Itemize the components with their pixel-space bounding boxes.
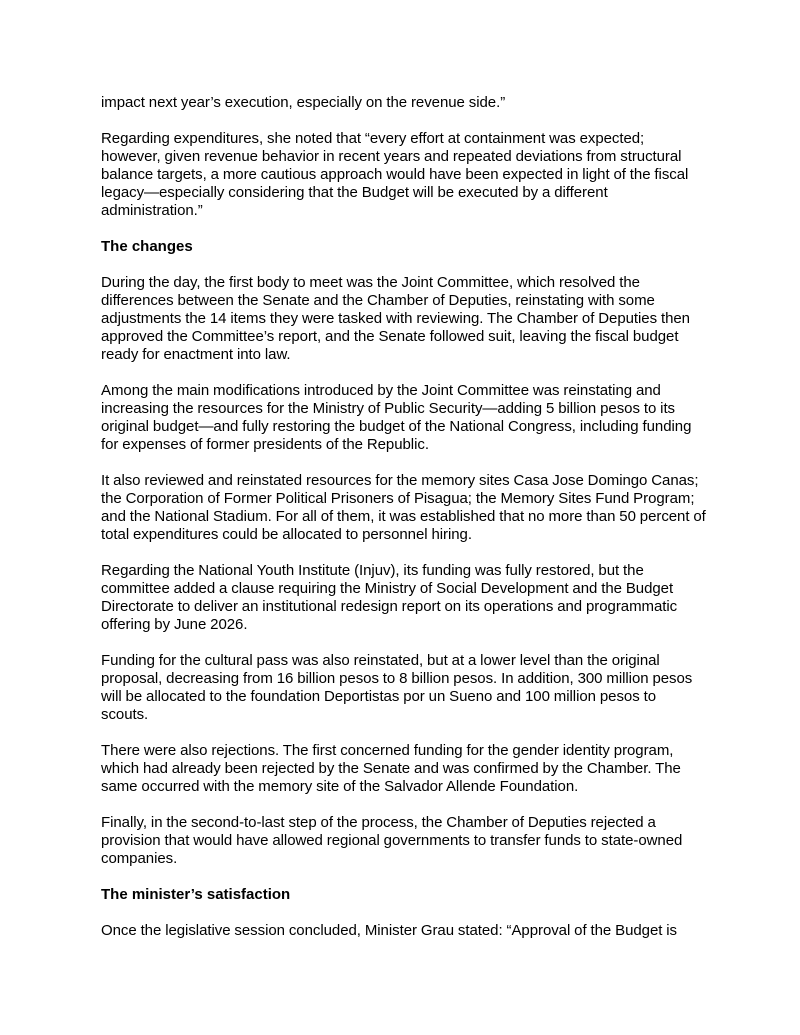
paragraph-cultural-pass: Funding for the cultural pass was also reinstated, but at a lower level than the original proposal, decreasing from 16 billion pesos to 8 billion pesos. In addition, 300 million pesos will be allocated to the foundation Deportistas por un Sueno and 100 million pesos to scouts. <box>101 652 693 723</box>
paragraph-memory-sites: It also reviewed and reinstated resources for the memory sites Casa Jose Domingo Canas; the Corporation of Former Political Prisoners of Pisagua; the Memory Sites Fund Program; and the National Stadium. For all of them, it was established that no more than 50 percent of total expenditures could be allocated to personnel hiring. <box>101 472 706 543</box>
heading-the-changes: The changes <box>101 238 193 255</box>
document-page <box>101 94 706 940</box>
paragraph-injuv: Regarding the National Youth Institute (Injuv), its funding was fully restored, but the committee added a clause requiring the Ministry of Social Development and the Budget Directorate to deliver an institutional redesign report on its operations and programmatic offering by June 2026. <box>101 562 678 633</box>
heading-ministers-satisfaction: The minister’s satisfaction <box>101 886 291 903</box>
paragraph-rejections: There were also rejections. The first concerned funding for the gender identity program, which had already been rejected by the Senate and was confirmed by the Chamber. The same occurred with the memory site of the Salvador Allende Foundation. <box>101 742 681 795</box>
paragraph-state-owned-companies: Finally, in the second-to-last step of the process, the Chamber of Deputies rejected a provision that would have allowed regional governments to transfer funds to state-owned companies. <box>101 814 683 867</box>
paragraph-main-modifications: Among the main modifications introduced by the Joint Committee was reinstating and increasing the resources for the Ministry of Public Security—adding 5 billion pesos to its original budget—and fully restoring the budget of the National Congress, including funding for expenses of former presidents of the Republic. <box>101 382 692 453</box>
paragraph-expenditures: Regarding expenditures, she noted that “every effort at containment was expected; however, given revenue behavior in recent years and repeated deviations from structural balance targets, a more cautious approach would have been expected in light of the fiscal legacy—especially considering that the Budget will be executed by a different administration.” <box>101 130 689 219</box>
paragraph-joint-committee: During the day, the first body to meet was the Joint Committee, which resolved the differences between the Senate and the Chamber of Deputies, reinstating with some adjustments the 14 items they were tasked with reviewing. The Chamber of Deputies then approved the Committee’s report, and the Senate followed suit, leaving the fiscal budget ready for enactment into law. <box>101 274 690 363</box>
paragraph-minister-grau: Once the legislative session concluded, Minister Grau stated: “Approval of the Budget is <box>101 922 678 939</box>
paragraph-revenue-impact: impact next year’s execution, especially on the revenue side.” <box>101 94 506 111</box>
